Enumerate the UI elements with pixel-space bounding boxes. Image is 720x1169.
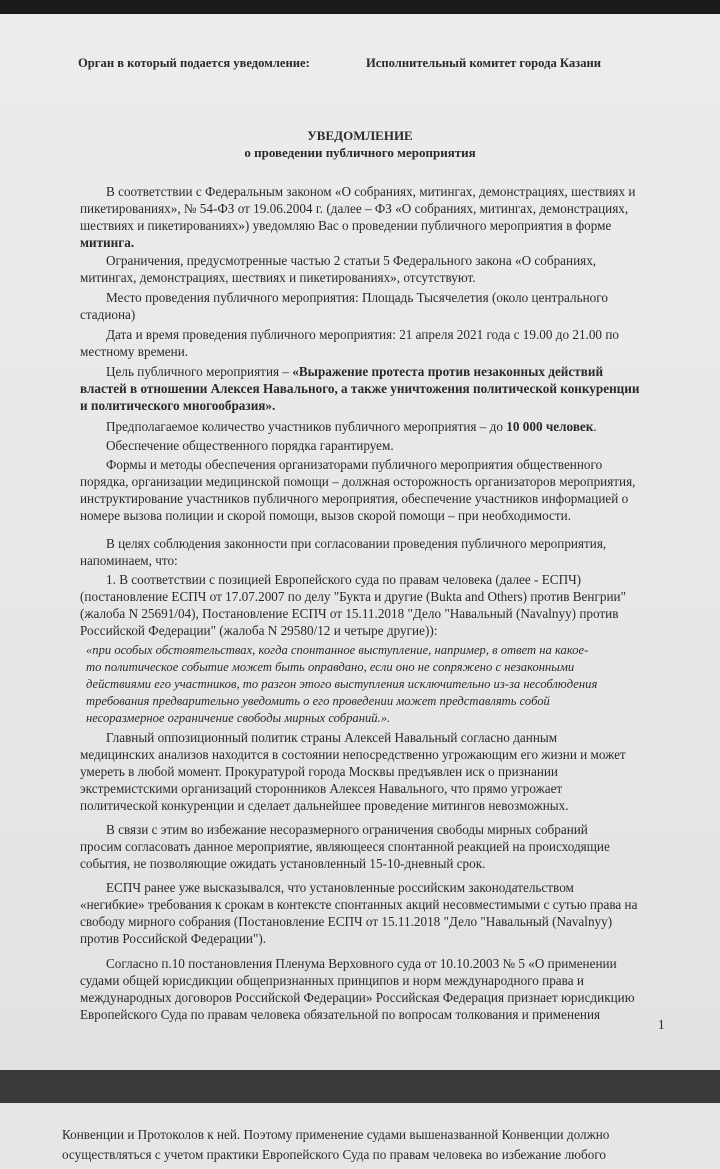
- paragraph-line: Согласно п.10 постановления Пленума Верховного суда от 10.10.2003 № 5 «О применении: [106, 956, 617, 971]
- paragraph-line: международных договоров Российской Федерации» Российская Федерация признает юрисдикцию: [80, 990, 635, 1005]
- paragraph-line: Формы и методы обеспечения организаторами публичного мероприятия общественного: [106, 457, 603, 472]
- paragraph-line: против Российской Федерации").: [80, 931, 267, 946]
- quote-line: действиями его участников, то разгон этого выступления исключительно из-за несоблюдения: [86, 677, 598, 691]
- paragraph-line: осуществляться с учетом практики Европейского Суда по правам человека во избежание любого: [62, 1147, 606, 1162]
- paragraph-line: свободу мирного собрания (Постановление ЕСПЧ от 15.11.2018 "Дело "Навальный (Navalnyy): [80, 914, 613, 929]
- paragraph-line: порядка, организации медицинской помощи – должная осторожность организаторов мероприятия,: [80, 474, 636, 489]
- paragraph-line: просим согласовать данное мероприятие, являющееся спонтанной реакцией на происходящие: [80, 839, 610, 854]
- paragraph-line: В связи с этим во избежание несоразмерного ограничения свободы мирных собраний: [106, 822, 588, 837]
- paragraph-line: В целях соблюдения законности при согласовании проведения публичного мероприятия,: [106, 536, 607, 551]
- participants-prefix: Предполагаемое количество участников публичного мероприятия – до: [106, 419, 503, 434]
- document-subtitle: о проведении публичного мероприятия: [244, 145, 476, 160]
- paragraph-line: шествиях и пикетированиях») уведомляю Вас о проведении публичного мероприятия в форме: [80, 218, 612, 233]
- paragraph-line: Дата и время проведения публичного мероприятия: 21 апреля 2021 года с 19.00 до 21.00 по: [106, 327, 619, 342]
- paragraph-line: властей в отношении Алексея Навального, а также уничтожения политической конкуренции: [80, 381, 640, 396]
- paragraph-line: умереть в любой момент. Прокуратурой города Москвы предъявлен иск о признании: [80, 764, 558, 779]
- recipient-name: Исполнительный комитет города Казани: [366, 56, 602, 70]
- quote-line: несоразмерное ограничение свободы мирных собраний.».: [86, 711, 391, 725]
- paragraph-line: медицинских анализов находится в состоянии непосредственно угрожающим его жизни и может: [80, 747, 626, 762]
- paragraph-line: инструктирование участников публичного мероприятия, обеспечение участников информацией о: [80, 491, 629, 506]
- paragraph-line: Главный оппозиционный политик страны Алексей Навальный согласно данным: [106, 730, 558, 745]
- paragraph-line: напоминаем, что:: [80, 553, 178, 568]
- goal-statement: «Выражение протеста против незаконных действий: [292, 364, 604, 379]
- quote-line: то политическое событие может быть оправдано, если оно не сопряжено с незаконными: [86, 660, 575, 674]
- paragraph-line: [106, 364, 603, 380]
- paragraph-line: политической конкуренции и сделает дальнейшее проведение митингов невозможных.: [80, 798, 569, 813]
- list-item-line: Российской Федерации" (жалоба N 29580/12 и четыре другие)):: [80, 623, 438, 638]
- list-item-line: (постановление ЕСПЧ от 17.07.2007 по делу "Букта и другие (Bukta and Others) против Венгрии": [80, 589, 626, 604]
- paragraph-line: Европейского Суда по правам человека обязательной по вопросам толкования и применения: [80, 1007, 601, 1022]
- list-item-line: (жалоба N 25691/04), Постановление ЕСПЧ от 15.11.2018 "Дело "Навальный (Navalnyy) против: [80, 606, 619, 621]
- quote-line: «при особых обстоятельствах, когда спонтанное выступление, например, в ответ на какое-: [86, 643, 589, 657]
- goal-prefix: Цель публичного мероприятия –: [106, 364, 289, 379]
- document-title: УВЕДОМЛЕНИЕ: [307, 128, 413, 143]
- paragraph-line: Ограничения, предусмотренные частью 2 статьи 5 Федерального закона «О собраниях,: [106, 253, 597, 268]
- paragraph-line: ЕСПЧ ранее уже высказывался, что установленные российским законодательством: [106, 880, 574, 895]
- paragraph-line: митинга.: [80, 235, 135, 250]
- document-page-1: [0, 14, 720, 1070]
- paragraph-line: и политического многообразия».: [80, 398, 276, 413]
- paragraph-line: Обеспечение общественного порядка гарантируем.: [106, 438, 394, 453]
- paragraph-line: пикетированиях», № 54-ФЗ от 19.06.2004 г. (далее – ФЗ «О собраниях, митингах, демонстрациях,: [80, 201, 629, 216]
- paragraph-line: события, не позволяющие ожидать установленный 15-10-дневный срок.: [80, 856, 486, 871]
- paragraph-line: стадиона): [80, 307, 136, 322]
- page-break-shadow: [0, 1070, 720, 1103]
- participants-count: 10 000 человек: [506, 419, 594, 434]
- paragraph-line: Конвенции и Протоколов к ней. Поэтому применение судами вышеназванной Конвенции должно: [62, 1127, 610, 1142]
- page-number: 1: [658, 1017, 665, 1032]
- paragraph-line: Место проведения публичного мероприятия: Площадь Тысячелетия (около центрального: [106, 290, 608, 305]
- paragraph-line: номере вызова полиции и скорой помощи, вызов скорой помощи – при необходимости.: [80, 508, 571, 523]
- paragraph-line: [106, 419, 597, 435]
- document-page-2: [0, 1103, 720, 1169]
- paragraph-line: местному времени.: [80, 344, 189, 359]
- list-item-line: 1. В соответствии с позицией Европейского суда по правам человека (далее - ЕСПЧ): [106, 572, 582, 587]
- paragraph-line: судами общей юрисдикции общепризнанных принципов и норм международного права и: [80, 973, 584, 988]
- recipient-label: Орган в который подается уведомление:: [78, 56, 310, 70]
- paragraph-line: В соответствии с Федеральным законом «О собраниях, митингах, демонстрациях, шествиях и: [106, 184, 636, 199]
- paragraph-line: «негибкие» требования к срокам в контексте спонтанных акций несовместимыми с сутью права на: [80, 897, 638, 912]
- photo-top-edge: [0, 0, 720, 14]
- quote-line: требования предварительно уведомить о его проведении может представлять собой: [86, 694, 550, 708]
- participants-suffix: .: [593, 419, 597, 434]
- paragraph-line: митингах, демонстрациях, шествиях и пикетированиях», отсутствуют.: [80, 270, 476, 285]
- paragraph-line: экстремистскими организаций сторонников Алексея Навального, что прямо угрожает: [80, 781, 563, 796]
